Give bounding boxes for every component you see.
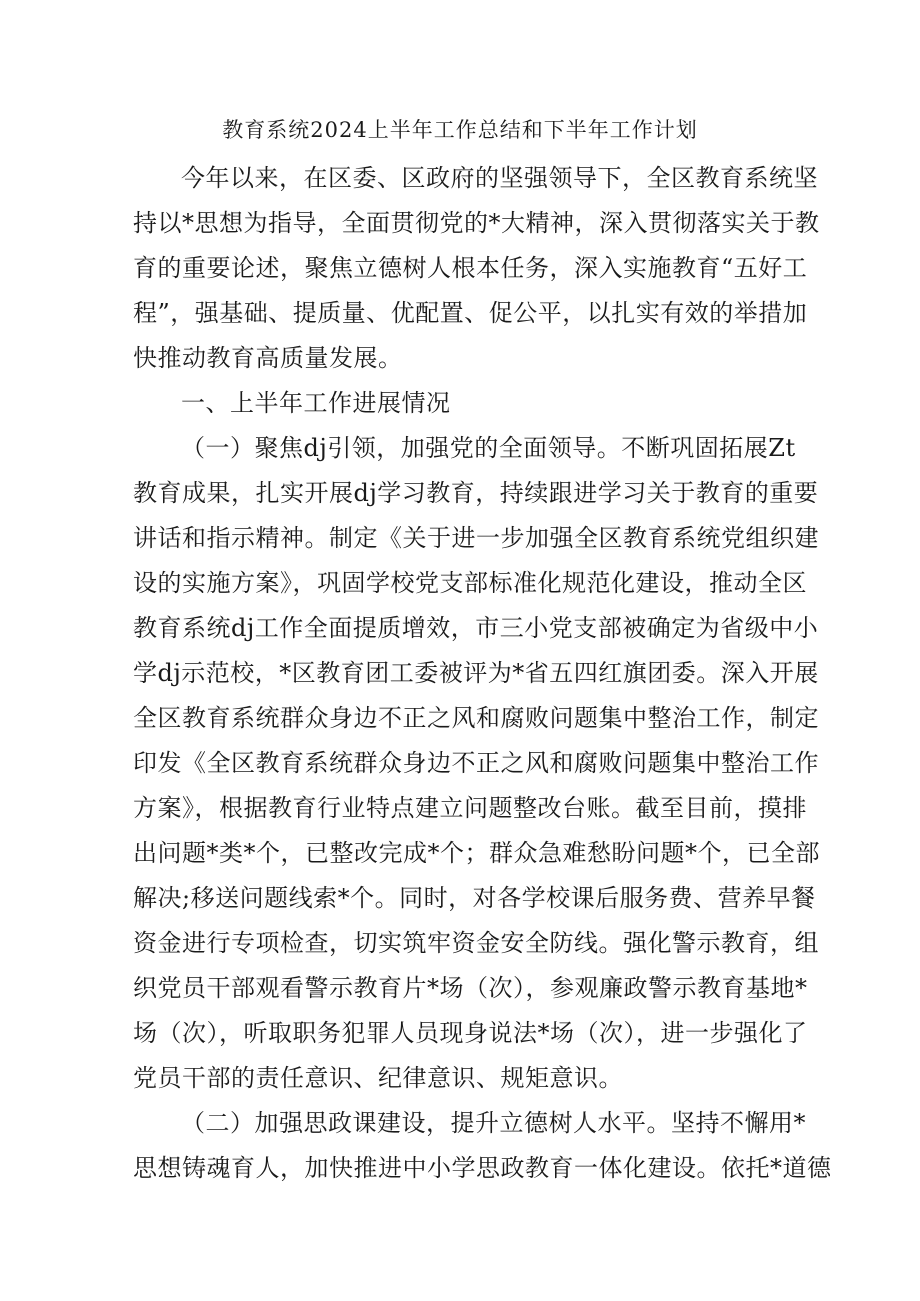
text-line: 设的实施方案》，巩固学校党支部标准化规范化建设，推动全区 — [133, 569, 807, 597]
part-two-paragraph — [133, 1101, 832, 1191]
text-line: 织党员干部观看警示教育片*场（次），参观廉政警示教育基地* — [133, 974, 808, 1002]
document-title: 教育系统2024上半年工作总结和下半年工作计划 — [222, 118, 698, 142]
text-line: 出问题*类*个，已整改完成*个；群众急难愁盼问题*个，已全部 — [133, 839, 820, 867]
text-line: （二）加强思政课建设，提升立德树人水平。坚持不懈用* — [181, 1109, 806, 1137]
text-line: 教育成果，扎实开展dj学习教育，持续跟进学习关于教育的重要 — [133, 479, 819, 507]
text-line: 学dj示范校，*区教育团工委被评为*省五四红旗团委。深入开展 — [133, 659, 819, 687]
text-line: 今年以来，在区委、区政府的坚强领导下，全区教育系统坚 — [181, 164, 818, 192]
text-line: （一）聚焦dj引领，加强党的全面领导。不断巩固拓展Zt — [181, 434, 796, 462]
text-line: 程”，强基础、提质量、优配置、促公平，以扎实有效的举措加 — [133, 299, 808, 327]
text-line: 方案》，根据教育行业特点建立问题整改台账。截至目前，摸排 — [133, 794, 807, 822]
text-line: 育的重要论述，聚焦立德树人根本任务，深入实施教育“五好工 — [133, 254, 808, 282]
text-line: 资金进行专项检查，切实筑牢资金安全防线。强化警示教育，组 — [133, 929, 819, 957]
text-line: 讲话和指示精神。制定《关于进一步加强全区教育系统党组织建 — [133, 524, 819, 552]
intro-paragraph — [133, 156, 820, 381]
text-line: 快推动教育高质量发展。 — [133, 344, 403, 372]
text-line: 党员干部的责任意识、纪律意识、规矩意识。 — [133, 1064, 623, 1092]
text-line: 全区教育系统群众身边不正之风和腐败问题集中整治工作，制定 — [133, 704, 819, 732]
text-line: 教育系统dj工作全面提质增效，市三小党支部被确定为省级中小 — [133, 614, 819, 642]
text-line: 印发《全区教育系统群众身边不正之风和腐败问题集中整治工作 — [133, 749, 819, 777]
document-body — [133, 156, 832, 1191]
text-line: 思想铸魂育人，加快推进中小学思政教育一体化建设。依托*道德 — [133, 1154, 832, 1182]
text-line: 解决;移送问题线索*个。同时，对各学校课后服务费、营养早餐 — [133, 884, 816, 912]
part-one-paragraph — [133, 426, 820, 1101]
text-line: 场（次），听取职务犯罪人员现身说法*场（次），进一步强化了 — [133, 1019, 808, 1047]
section-heading: 一、上半年工作进展情况 — [181, 389, 451, 417]
text-line: 持以*思想为指导，全面贯彻党的*大精神，深入贯彻落实关于教 — [133, 209, 820, 237]
